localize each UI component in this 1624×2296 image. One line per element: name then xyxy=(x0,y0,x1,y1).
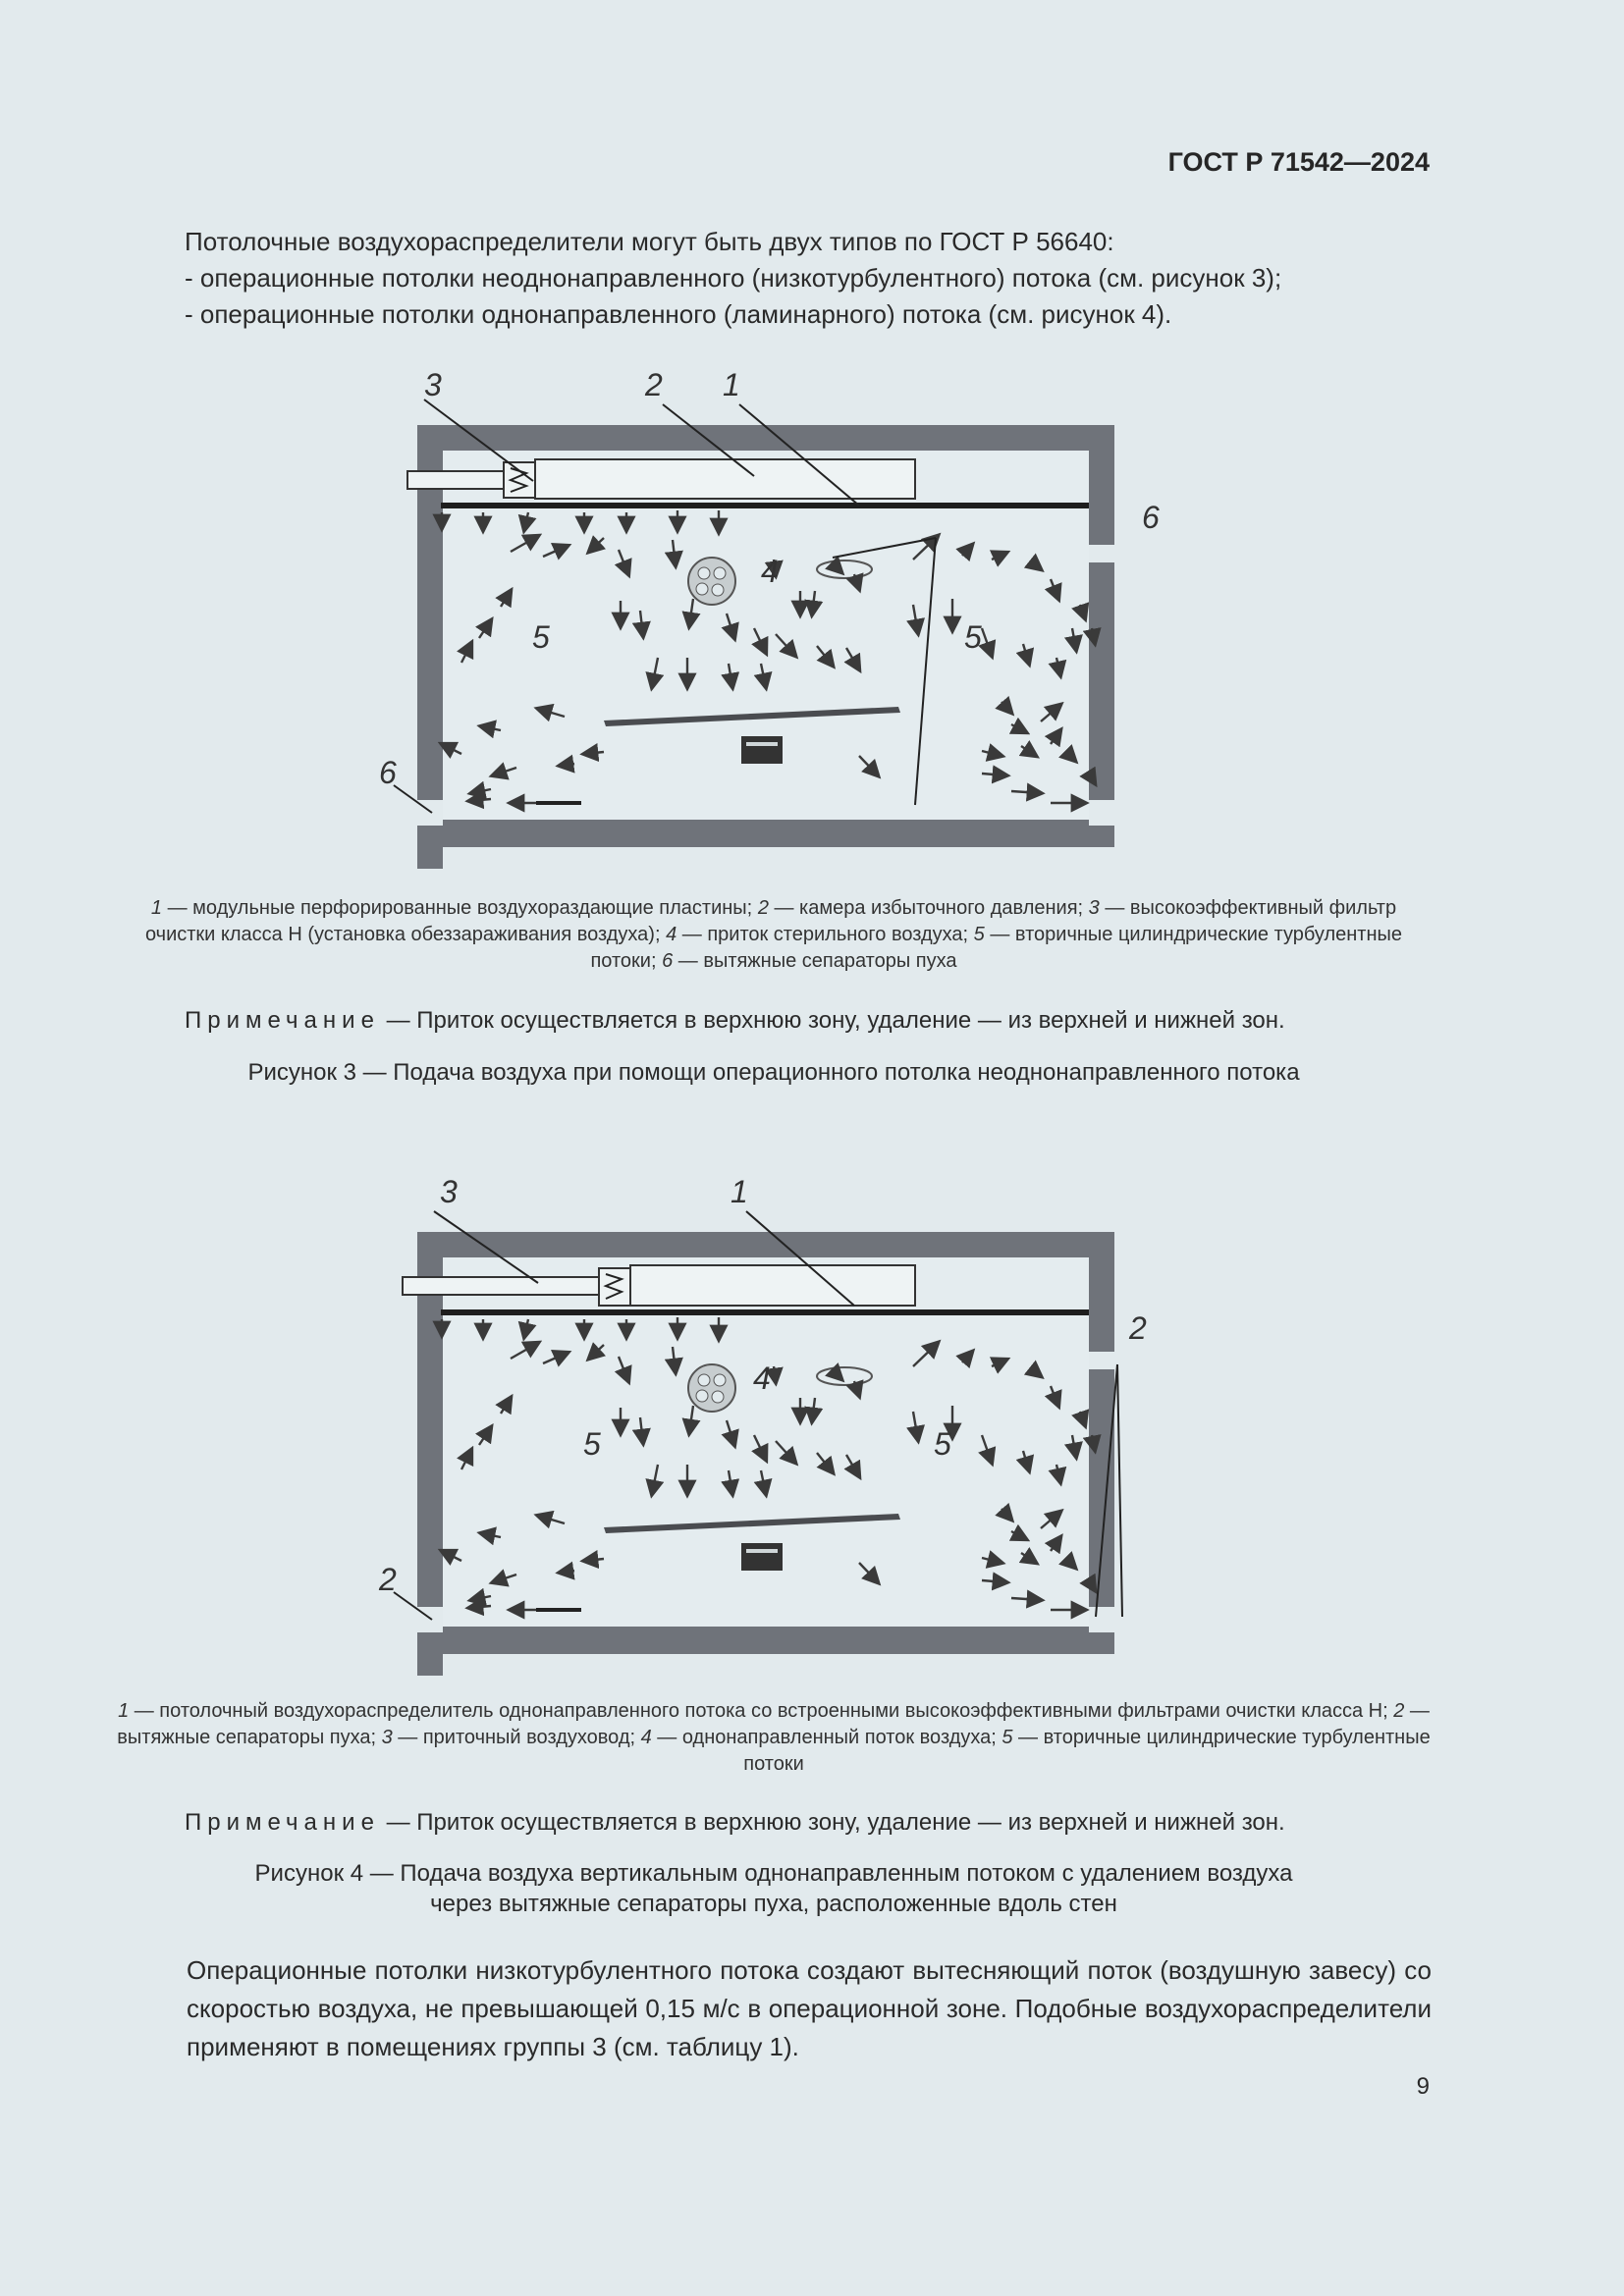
legend-text: — высокоэффективный фильтр очистки класса Н (установка обеззараживания воздуха); xyxy=(144,897,1397,945)
figure-4-note xyxy=(185,1809,1285,1837)
legend-text: — вытяжные сепараторы пуха xyxy=(673,950,957,972)
paragraph-text: Операционные потолки низкотурбулентного потока создают вытесняющий поток (воздушную завесу) со скоростью воздуха, не превышающей 0,15 м/с в операционной зоне. Подобные воздухораспределители применяют в помещениях группы 3 (см. таблицу 1). xyxy=(187,1955,1432,2061)
figure-3-legend xyxy=(116,895,1432,975)
figure-3-note xyxy=(185,1007,1285,1035)
label-2-right: 2 xyxy=(1129,1310,1147,1346)
figure-4-caption xyxy=(116,1858,1432,1919)
ceiling-distributor xyxy=(630,1265,915,1306)
intro-lead: Потолочные воздухораспределители могут быть двух типов по ГОСТ Р 56640: xyxy=(185,227,1114,256)
equipment xyxy=(741,1543,783,1571)
caption-line-2: через вытяжные сепараторы пуха, расположенные вдоль стен xyxy=(430,1891,1117,1917)
legend-num: 3 xyxy=(1088,897,1100,919)
legend-num: 6 xyxy=(662,950,674,972)
legend-num: 5 xyxy=(973,924,985,945)
label-1: 1 xyxy=(723,367,740,402)
label-6-left: 6 xyxy=(379,755,397,790)
legend-num: 2 xyxy=(1393,1700,1405,1722)
legend-text: — однонаправленный поток воздуха; xyxy=(651,1727,1002,1748)
label-6-right: 6 xyxy=(1142,500,1160,535)
legend-num: 2 xyxy=(757,897,769,919)
floor-wall xyxy=(417,820,1114,847)
document-id: ГОСТ Р 71542—2024 xyxy=(1167,147,1430,177)
legend-text: — приток стерильного воздуха; xyxy=(677,924,974,945)
legend-num: 3 xyxy=(381,1727,393,1748)
legend-text: — вторичные цилиндрические турбулентные потоки; xyxy=(590,924,1402,972)
label-1: 1 xyxy=(731,1174,748,1209)
legend-text: — вторичные цилиндрические турбулентные потоки xyxy=(743,1727,1431,1775)
equipment xyxy=(741,736,783,764)
figure-3-diagram xyxy=(363,363,1160,864)
label-5-right: 5 xyxy=(964,619,982,655)
surgical-lamp xyxy=(688,558,735,605)
label-5-left: 5 xyxy=(583,1426,601,1462)
closing-paragraph xyxy=(116,1951,1432,2066)
label-3: 3 xyxy=(424,367,442,402)
surgical-lamp xyxy=(688,1364,735,1412)
legend-num: 1 xyxy=(150,897,163,919)
label-5-right: 5 xyxy=(934,1426,951,1462)
legend-num: 1 xyxy=(118,1700,130,1722)
legend-num: 4 xyxy=(666,924,677,945)
right-wall-lower xyxy=(1089,562,1114,837)
note-text: — Приток осуществляется в верхнюю зону, удаление — из верхней и нижней зон. xyxy=(379,1809,1285,1836)
figure-4-diagram xyxy=(363,1170,1149,1671)
label-2-left: 2 xyxy=(379,1562,397,1597)
intro-block xyxy=(185,224,1281,333)
legend-num: 5 xyxy=(1001,1727,1013,1748)
label-4: 4 xyxy=(753,1361,771,1396)
label-5-left: 5 xyxy=(532,619,550,655)
ceiling-wall xyxy=(417,425,1114,451)
legend-text: — приточный воздуховод; xyxy=(392,1727,641,1748)
legend-text: — модульные перфорированные воздухораздающие пластины; xyxy=(162,897,758,919)
legend-num: 4 xyxy=(640,1727,652,1748)
label-4: 4 xyxy=(761,554,779,589)
figure-4-legend xyxy=(116,1698,1432,1778)
legend-text: — камера избыточного давления; xyxy=(768,897,1089,919)
right-wall-upper xyxy=(1089,425,1114,545)
supply-duct xyxy=(403,1277,599,1295)
caption-line-1: Рисунок 4 — Подача воздуха вертикальным однонаправленным потоком с удалением воздуха xyxy=(254,1860,1293,1887)
note-text: — Приток осуществляется в верхнюю зону, удаление — из верхней и нижней зон. xyxy=(379,1007,1285,1034)
label-3: 3 xyxy=(440,1174,458,1209)
figure-3-caption: Рисунок 3 — Подача воздуха при помощи операционного потолка неоднонаправленного потока xyxy=(247,1059,1300,1086)
legend-text: — вытяжные сепараторы пуха; xyxy=(117,1700,1430,1748)
intro-item-1: - операционные потолки неоднонаправленного (низкотурбулентного) потока (см. рисунок 3); xyxy=(185,263,1282,293)
label-2: 2 xyxy=(645,367,663,402)
legend-text: — потолочный воздухораспределитель однонаправленного потока со встроенными высокоэффективными фильтрами очистки класса Н; xyxy=(129,1700,1394,1722)
filter-box xyxy=(599,1268,630,1306)
duct xyxy=(407,471,504,489)
note-label: Примечание xyxy=(185,1809,380,1836)
page-number: 9 xyxy=(1416,2073,1430,2100)
note-label: Примечание xyxy=(185,1007,380,1034)
intro-item-2: - операционные потолки однонаправленного (ламинарного) потока (см. рисунок 4). xyxy=(185,299,1172,329)
plenum-chamber xyxy=(535,459,915,499)
